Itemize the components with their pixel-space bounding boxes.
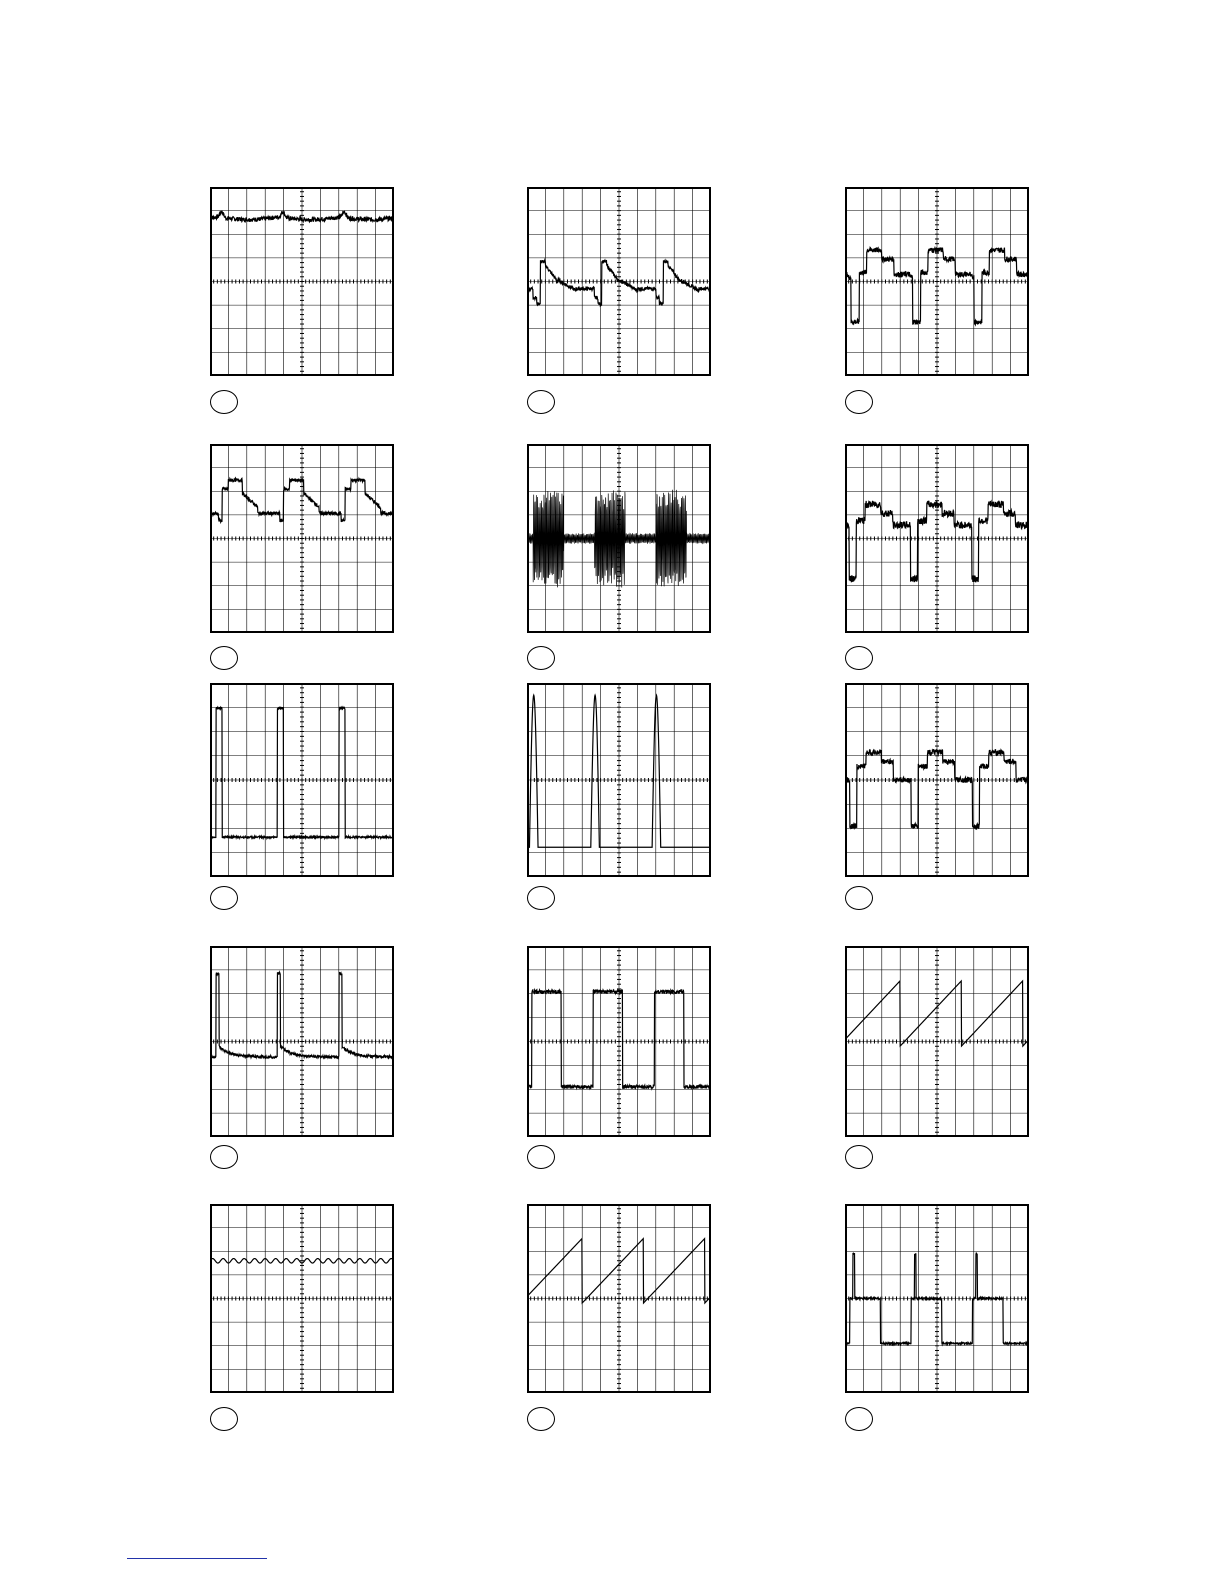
scope-panel-8 [527, 683, 711, 877]
scope-screen [845, 946, 1029, 1137]
waveform-number-circle [210, 1407, 238, 1431]
scope-panel-14 [527, 1204, 711, 1393]
waveform-number-circle [527, 390, 555, 414]
waveform-number-circle [845, 646, 873, 670]
scope-screen [845, 1204, 1029, 1393]
scope-screen [210, 946, 394, 1137]
scope-panel-11 [527, 946, 711, 1137]
scope-panel-4 [210, 444, 394, 633]
scope-panel-13 [210, 1204, 394, 1393]
scope-screen [527, 187, 711, 376]
waveform-number-circle [210, 646, 238, 670]
scope-panel-15 [845, 1204, 1029, 1393]
waveform-number-circle [210, 1145, 238, 1169]
scope-panel-1 [210, 187, 394, 376]
scope-panel-2 [527, 187, 711, 376]
waveform-number-circle [527, 646, 555, 670]
scope-screen [210, 444, 394, 633]
scope-panel-9 [845, 683, 1029, 877]
waveform-number-circle [845, 1407, 873, 1431]
scope-screen [527, 1204, 711, 1393]
scope-screen [845, 683, 1029, 877]
scope-panel-3 [845, 187, 1029, 376]
scope-panel-10 [210, 946, 394, 1137]
waveform-number-circle [845, 390, 873, 414]
scope-screen [210, 683, 394, 877]
waveform-number-circle [845, 886, 873, 910]
scope-panel-5 [527, 444, 711, 633]
scope-screen [527, 444, 711, 633]
scope-screen [845, 444, 1029, 633]
waveform-trace-burst [527, 490, 711, 588]
waveform-number-circle [845, 1145, 873, 1169]
footer-rule [127, 1558, 267, 1559]
waveform-number-circle [527, 1145, 555, 1169]
scope-screen [527, 946, 711, 1137]
scope-screen [210, 187, 394, 376]
waveform-number-circle [527, 1407, 555, 1431]
scope-screen [210, 1204, 394, 1393]
scope-panel-12 [845, 946, 1029, 1137]
waveform-number-circle [210, 390, 238, 414]
scope-panel-6 [845, 444, 1029, 633]
scope-screen [845, 187, 1029, 376]
waveform-number-circle [527, 886, 555, 910]
scope-panel-7 [210, 683, 394, 877]
scope-screen [527, 683, 711, 877]
waveform-number-circle [210, 886, 238, 910]
